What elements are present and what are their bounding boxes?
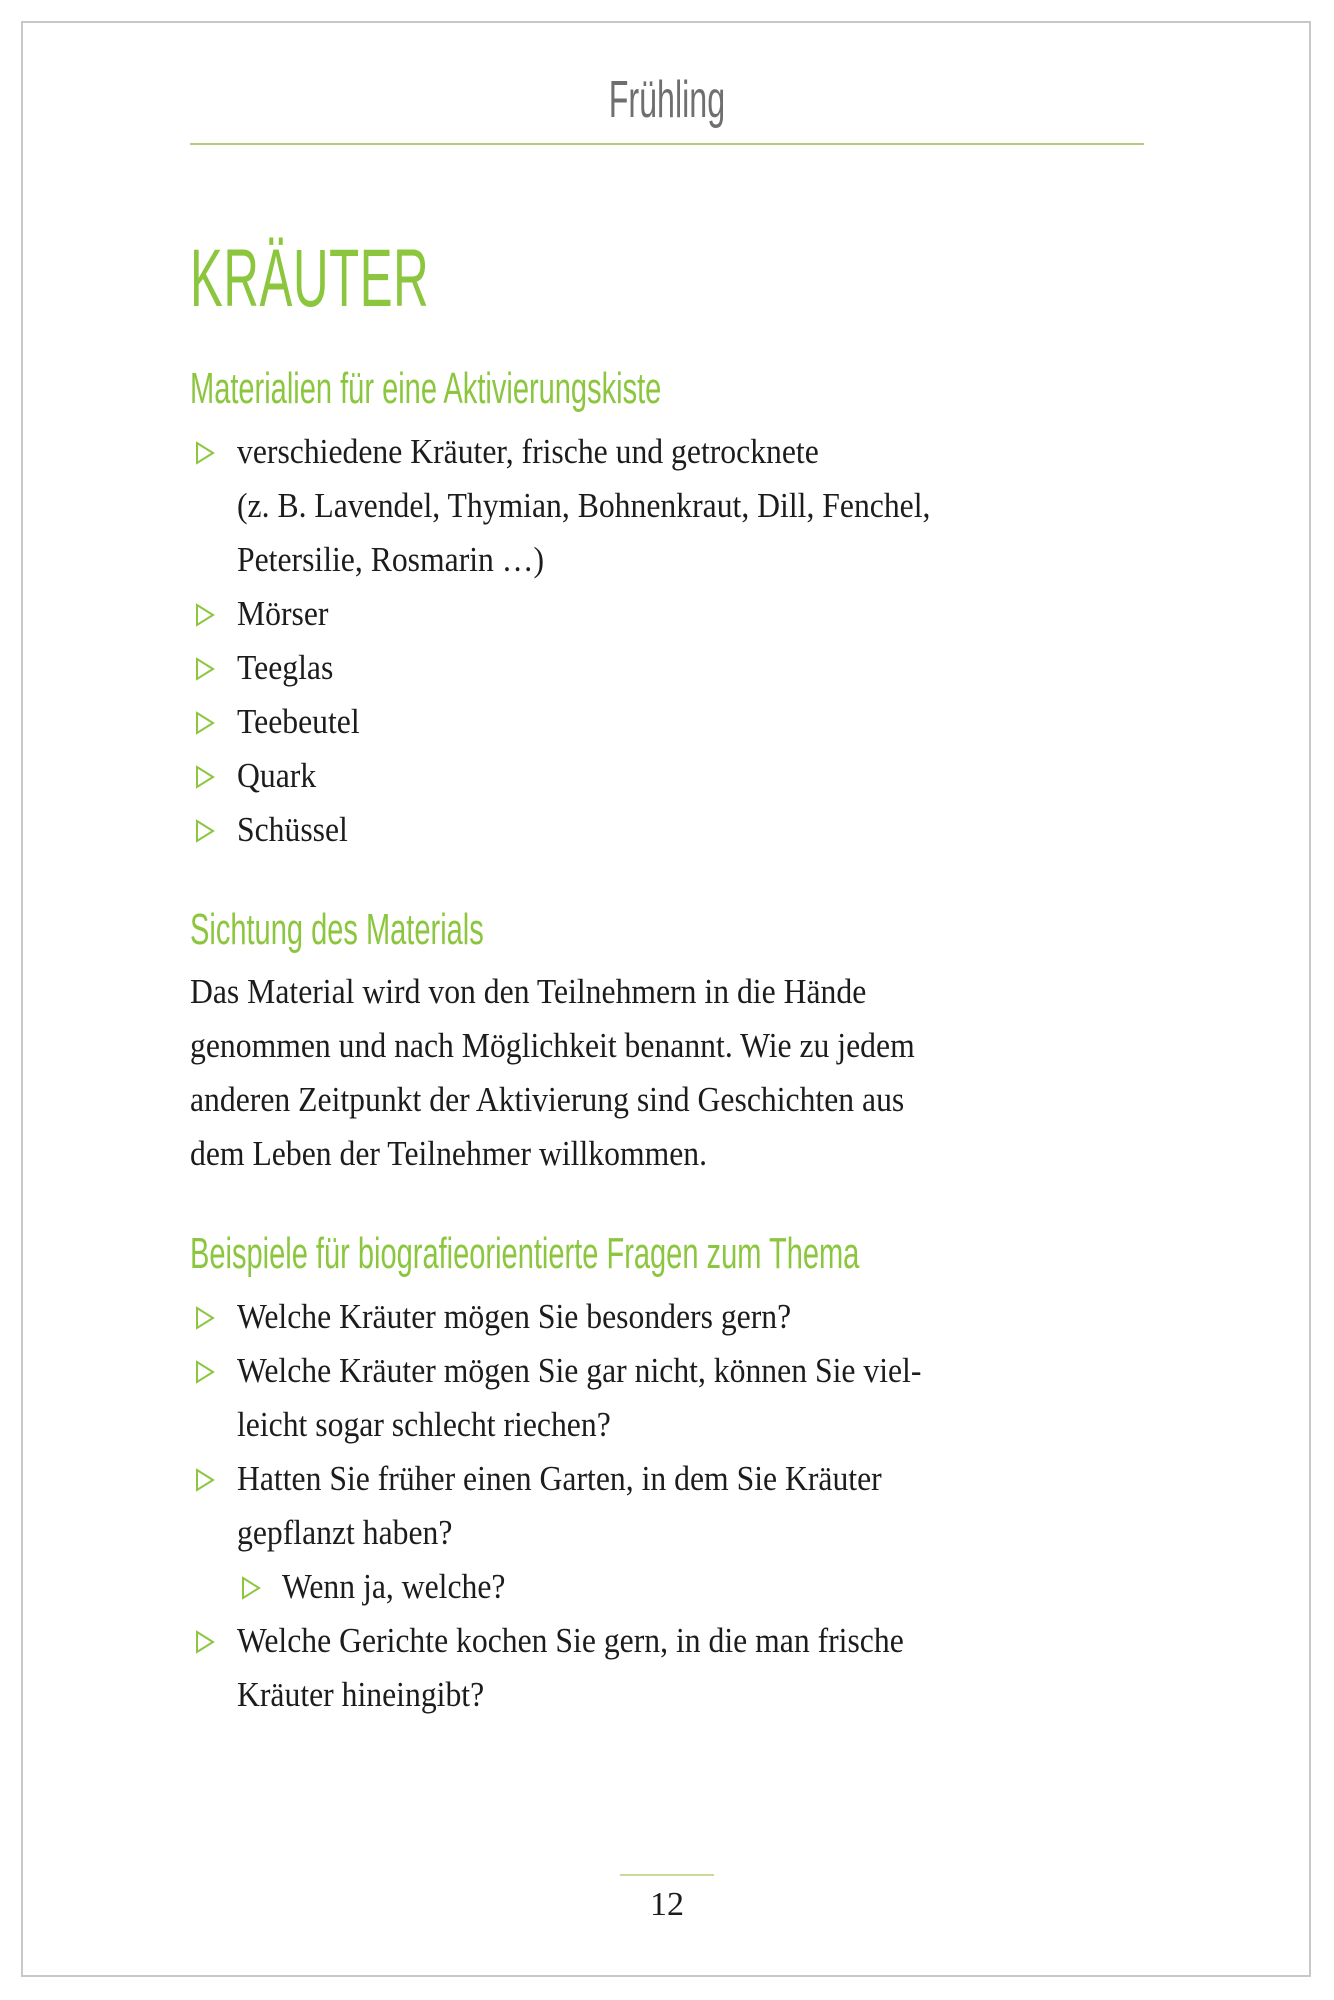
running-head-text: Frühling [608, 71, 726, 129]
triangle-right-outline-icon [195, 1630, 215, 1654]
list-item-line: Petersilie, Rosmarin …) [237, 540, 545, 579]
triangle-right-outline-icon [195, 819, 215, 843]
list-item-line: verschiedene Kräuter, frische und getrocknete [237, 432, 819, 471]
paragraph-line: Das Material wird von den Teilnehmern in die Hände [190, 972, 867, 1011]
triangle-right-outline-icon [195, 765, 215, 789]
section-heading-text: Sichtung des Materials [190, 905, 484, 954]
triangle-right-outline-icon [195, 441, 215, 465]
section-heading-text: Beispiele für biografieorientierte Fragen zum Thema [190, 1229, 860, 1278]
list-item-line: Kräuter hineingibt? [237, 1675, 485, 1714]
triangle-right-outline-icon [195, 1360, 215, 1384]
triangle-right-outline-icon [195, 657, 215, 681]
triangle-right-outline-icon [195, 711, 215, 735]
triangle-right-outline-icon [195, 1306, 215, 1330]
list-item-line: Wenn ja, welche? [282, 1567, 506, 1606]
section-heading-questions [190, 1229, 1204, 1279]
list-item-line: Welche Gerichte kochen Sie gern, in die man frische [237, 1621, 904, 1660]
list-item-line: Teeglas [237, 648, 334, 687]
list-item-line: leicht sogar schlecht riechen? [237, 1405, 611, 1444]
list-item-line: Schüssel [237, 810, 348, 849]
list-item-line: Welche Kräuter mögen Sie gar nicht, können Sie viel- [237, 1351, 922, 1390]
paragraph-line: dem Leben der Teilnehmer willkommen. [190, 1134, 708, 1173]
list-item-line: Teebeutel [237, 702, 360, 741]
running-head [0, 70, 1334, 130]
page-number: 12 [650, 1886, 684, 1923]
list-item-line: Welche Kräuter mögen Sie besonders gern? [237, 1297, 792, 1336]
list-item-line: (z. B. Lavendel, Thymian, Bohnenkraut, Dill, Fenchel, [237, 486, 931, 525]
list-item-line: Hatten Sie früher einen Garten, in dem Sie Kräuter [237, 1459, 882, 1498]
paragraph-line: genommen und nach Möglichkeit benannt. Wie zu jedem [190, 1026, 915, 1065]
footer-rule [620, 1874, 714, 1876]
header-rule [190, 143, 1144, 145]
page-title-text: KRÄUTER [190, 233, 430, 324]
triangle-right-outline-icon [195, 1468, 215, 1492]
list-item-line: Mörser [237, 594, 329, 633]
section-heading-text: Materialien für eine Aktivierungskiste [190, 364, 662, 413]
triangle-right-outline-icon [195, 603, 215, 627]
list-item-line: gepflanzt haben? [237, 1513, 453, 1552]
page-title [190, 232, 589, 326]
triangle-right-outline-icon [241, 1576, 261, 1600]
list-item-line: Quark [237, 756, 317, 795]
paragraph-line: anderen Zeitpunkt der Aktivierung sind Geschichten aus [190, 1080, 905, 1119]
section-heading-review [190, 905, 635, 955]
section-heading-materials [190, 364, 904, 414]
